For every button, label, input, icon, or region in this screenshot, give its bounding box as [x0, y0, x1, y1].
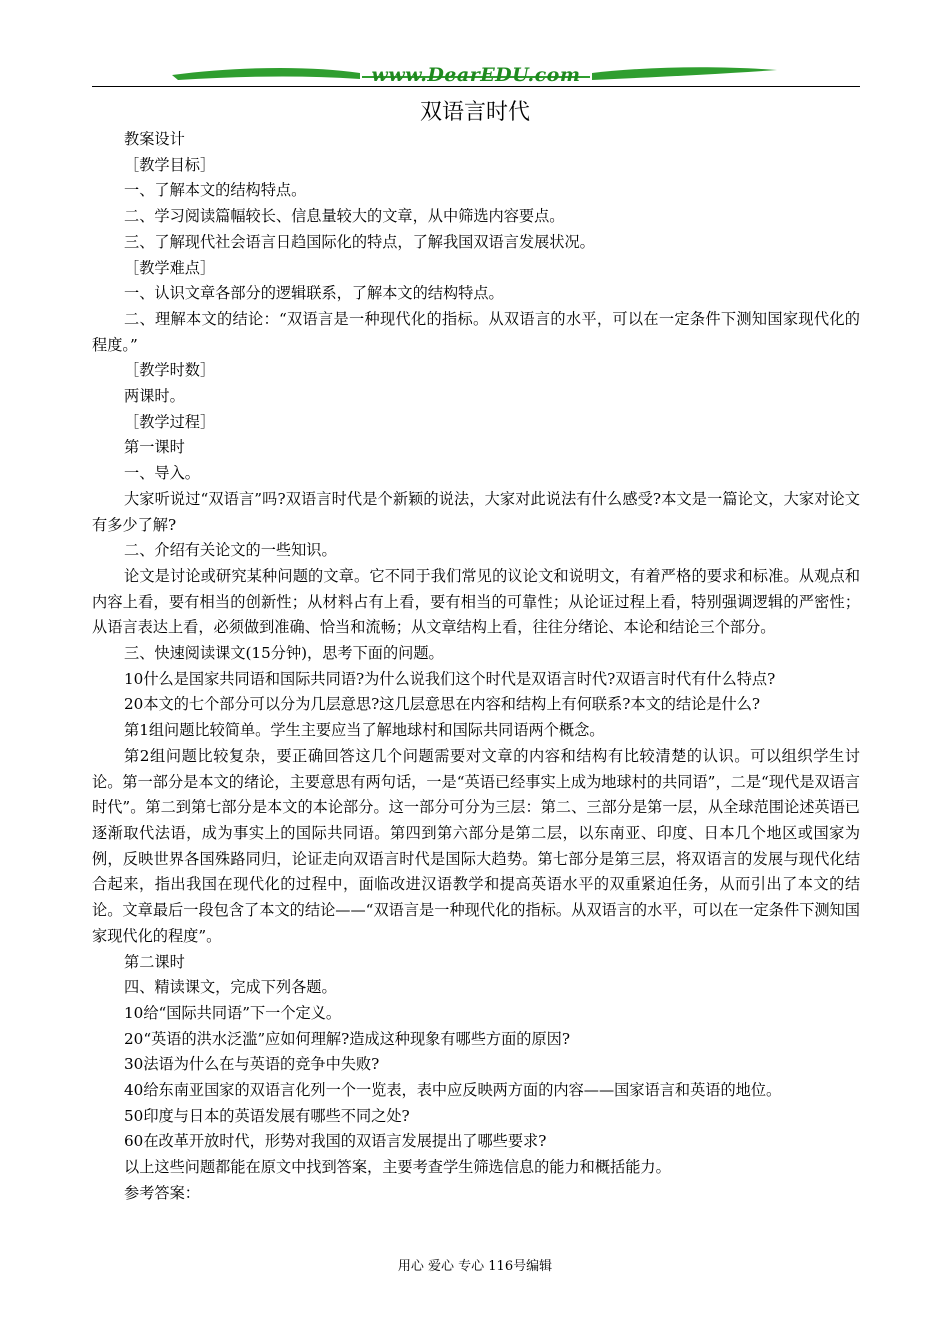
paragraph: 20“英语的洪水泛滥”应如何理解?造成这种现象有哪些方面的原因?: [124, 1029, 571, 1048]
paragraph: 第1组问题比较简单。学生主要应当了解地球村和国际共同语两个概念。: [124, 721, 605, 740]
site-url-logo-text: www.DearEDU.com: [371, 64, 581, 86]
paragraph: ［教学目标］: [124, 155, 216, 174]
paragraph: 二、介绍有关论文的一些知识。: [124, 541, 337, 560]
paragraph: 四、精读课文，完成下列各题。: [124, 978, 337, 997]
paragraph: 一、了解本文的结构特点。: [124, 181, 307, 200]
page-footer: 用心 爱心 专心 116号编辑: [397, 1259, 553, 1274]
paragraph: 第二课时: [124, 952, 185, 971]
paragraph: 50印度与日本的英语发展有哪些不同之处?: [124, 1106, 410, 1125]
paragraph: 第2组问题比较复杂，要正确回答这几个问题需要对文章的内容和结构有比较清楚的认识。可以组织学生讨论。第一部分是本文的绪论，主要意思有两句话，一是“英语已经事实上成为地球村的共同语”，二是“现代是双语言时代”。第二到第七部分是本文的本论部分。这一部分可分为三层：第二、三部分是第一层，从全球范围论述英语已逐渐取代法语，成为事实上的国际共同语。第四到第六部分是第二层，以东南亚、印度、日本几个地区或国家为例，反映世界各国殊路同归，论证走向双语言时代是国际大趋势。第七部分是第三层，将双语言的发展与现代化结合起来，指出我国在现代化的过程中，面临改进汉语教学和提高英语水平的双重紧迫任务，从而引出了本文的结论。文章最后一段包含了本文的结论——“双语言是一种现代化的指标。从双语言的水平，可以在一定条件下测知国家现代化的程度”。: [92, 746, 860, 945]
paragraph: 10什么是国家共同语和国际共同语?为什么说我们这个时代是双语言时代?双语言时代有什么特点?: [124, 669, 776, 688]
paragraph: 第一课时: [124, 438, 185, 457]
paragraph: 两课时。: [124, 387, 185, 406]
paragraph: 二、学习阅读篇幅较长、信息量较大的文章，从中筛选内容要点。: [124, 207, 565, 226]
paragraph: 一、导入。: [124, 464, 200, 483]
paragraph: 论文是讨论或研究某种问题的文章。它不同于我们常见的议论文和说明文，有着严格的要求和标准。从观点和内容上看，要有相当的创新性；从材料占有上看，要有相当的可靠性；从论证过程上看，特别强调逻辑的严密性；从语言表达上看，必须做到准确、恰当和流畅；从文章结构上看，往往分绪论、本论和结论三个部分。: [92, 566, 860, 637]
paragraph: 一、认识文章各部分的逻辑联系，了解本文的结构特点。: [124, 284, 504, 303]
paragraph: ［教学时数］: [124, 361, 216, 380]
header-banner: [92, 60, 860, 92]
paragraph: 三、了解现代社会语言日趋国际化的特点，了解我国双语言发展状况。: [124, 232, 595, 251]
paragraph: ［教学过程］: [124, 412, 216, 431]
paragraph: 10给“国际共同语”下一个定义。: [124, 1003, 342, 1022]
document-body: [92, 127, 860, 1207]
header-rule: [92, 86, 860, 87]
paragraph: 大家听说过“双语言”吗?双语言时代是个新颖的说法，大家对此说法有什么感受?本文是一篇论文，大家对论文有多少了解?: [92, 489, 860, 534]
paragraph: 20本文的七个部分可以分为几层意思?这几层意思在内容和结构上有何联系?本文的结论是什么?: [124, 695, 761, 714]
paragraph: 二、理解本文的结论：“双语言是一种现代化的指标。从双语言的水平，可以在一定条件下测知国家现代化的程度。”: [92, 309, 860, 354]
paragraph: 三、快速阅读课文(15分钟)，思考下面的问题。: [124, 644, 444, 663]
paragraph: 30法语为什么在与英语的竞争中失败?: [124, 1055, 380, 1074]
paragraph: 60在改革开放时代，形势对我国的双语言发展提出了哪些要求?: [124, 1132, 547, 1151]
paragraph: 40给东南亚国家的双语言化列一个一览表，表中应反映两方面的内容——国家语言和英语的地位。: [124, 1081, 782, 1100]
document-title: 双语言时代: [419, 100, 530, 125]
paragraph: ［教学难点］: [124, 258, 216, 277]
paragraph: 教案设计: [124, 130, 185, 148]
paragraph: 参考答案：: [124, 1183, 200, 1202]
paragraph: 以上这些问题都能在原文中找到答案，主要考查学生筛选信息的能力和概括能力。: [124, 1158, 671, 1177]
